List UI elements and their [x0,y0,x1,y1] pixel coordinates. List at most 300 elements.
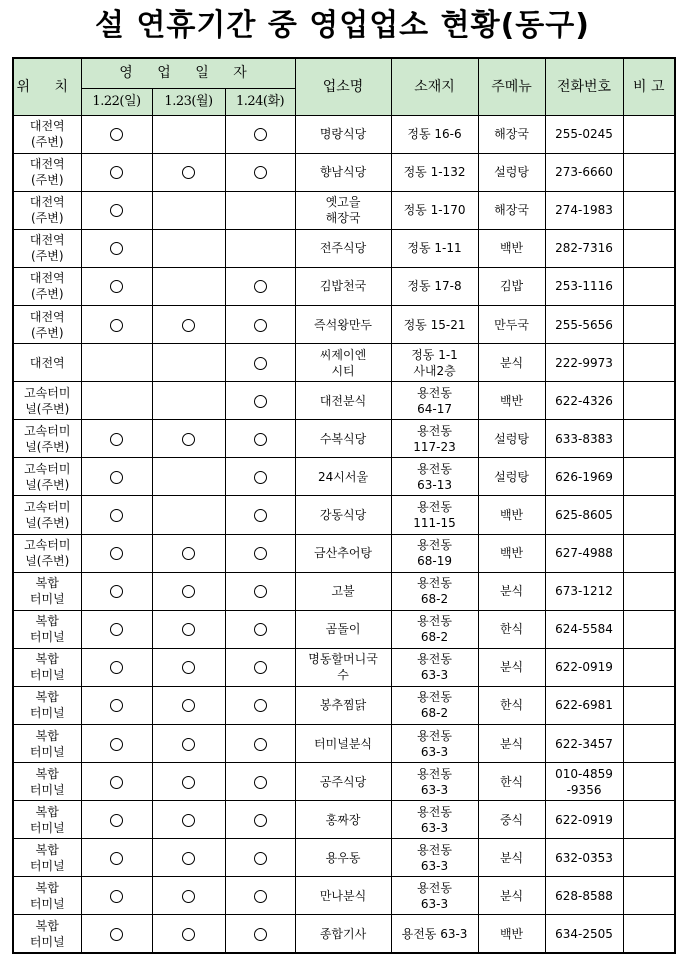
address-cell [391,534,478,572]
table-row [13,686,675,724]
name-cell [295,648,391,686]
address-cell-line: 용전동 [417,728,452,743]
address-cell-line: 용전동 [417,423,452,438]
open-day-cell-2 [152,534,225,572]
open-day-cell-2 [152,267,225,305]
open-day-cell-3 [225,153,295,191]
open-day-cell-3 [225,648,295,686]
location-cell-line: 복합 [35,652,59,667]
table-row [13,877,675,915]
table-row [13,496,675,534]
address-cell-line: 정동 1-1 [411,347,458,362]
note-cell [623,610,675,648]
address-cell [391,267,478,305]
name-cell [295,725,391,763]
address-cell-line: 용전동 [417,385,452,400]
name-cell [295,915,391,953]
open-day-cell-2 [152,153,225,191]
note-cell [623,801,675,839]
table-row [13,763,675,801]
location-cell-line: 고속터미 [24,499,71,514]
open-day-cell-1 [81,496,152,534]
open-day-cell-3 [225,801,295,839]
open-day-cell-2 [152,648,225,686]
note-cell [623,496,675,534]
address-cell-line: 68-2 [420,706,449,721]
name-cell-line: 시티 [331,363,355,378]
open-circle-icon [110,585,123,598]
open-day-cell-1 [81,344,152,382]
open-circle-icon [110,776,123,789]
open-day-cell-3 [225,496,295,534]
open-circle-icon [182,699,195,712]
name-cell [295,801,391,839]
name-cell [295,191,391,229]
phone-cell-line: 622-4326 [555,393,613,408]
location-cell [13,610,81,648]
open-day-cell-2 [152,229,225,267]
phone-cell-line: 632-0353 [555,850,613,865]
phone-cell-line: 010-4859 [555,766,613,781]
open-day-cell-1 [81,420,152,458]
open-day-cell-1 [81,267,152,305]
open-circle-icon [254,776,267,789]
open-circle-icon [182,547,195,560]
address-cell-line: 68-19 [417,554,452,569]
note-cell [623,534,675,572]
name-cell-line: 대전분식 [319,393,367,408]
open-day-cell-2 [152,344,225,382]
location-cell [13,458,81,496]
table-row [13,610,675,648]
location-cell-line: 터미널 [29,592,65,607]
address-cell-line: 63-13 [417,477,452,492]
menu-cell: 해장국 [478,115,545,153]
menu-cell: 백반 [478,229,545,267]
open-day-cell-3 [225,725,295,763]
phone-cell-line: 634-2505 [555,926,613,941]
address-cell [391,420,478,458]
location-cell-line: 복합 [35,690,59,705]
menu-cell: 설렁탕 [478,458,545,496]
open-day-cell-2 [152,839,225,877]
open-circle-icon [182,852,195,865]
location-cell-line: 널(주변) [25,401,70,416]
open-circle-icon [254,280,267,293]
address-cell-line: 63-3 [420,820,449,835]
location-cell-line: 복합 [35,804,59,819]
address-cell [391,305,478,343]
phone-cell-line: 622-6981 [555,698,613,713]
address-cell-line: 111-15 [413,515,456,530]
open-day-cell-2 [152,725,225,763]
open-circle-icon [254,928,267,941]
table-row [13,801,675,839]
name-cell-line: 용우동 [325,850,361,865]
address-cell-line: 정동 17-8 [407,279,462,294]
location-cell-line: 터미널 [29,630,65,645]
open-circle-icon [110,890,123,903]
name-cell [295,763,391,801]
phone-cell-line: 625-8605 [555,507,613,522]
open-circle-icon [182,166,195,179]
menu-cell: 백반 [478,496,545,534]
phone-cell [545,344,623,382]
phone-cell-line: 622-0919 [555,812,613,827]
phone-cell-line: 626-1969 [555,469,613,484]
open-day-cell-2 [152,877,225,915]
open-circle-icon [110,699,123,712]
open-day-cell-1 [81,115,152,153]
open-circle-icon [254,433,267,446]
header-address: 소재지 [391,58,478,115]
open-circle-icon [182,776,195,789]
open-day-cell-1 [81,458,152,496]
phone-cell-line: 628-8588 [555,888,613,903]
phone-cell-line: 633-8383 [555,431,613,446]
location-cell [13,877,81,915]
note-cell [623,191,675,229]
open-day-cell-1 [81,572,152,610]
location-cell-line: 널(주변) [25,554,70,569]
name-cell-line: 즉석왕만두 [314,317,373,332]
table-row [13,648,675,686]
note-cell [623,686,675,724]
address-cell [391,801,478,839]
address-cell-line: 용전동 [417,576,452,591]
address-cell [391,725,478,763]
name-cell-line: 해장국 [325,211,361,226]
open-circle-icon [110,471,123,484]
address-cell [391,229,478,267]
name-cell [295,382,391,420]
name-cell-line: 종합기사 [319,926,367,941]
phone-cell [545,572,623,610]
name-cell [295,496,391,534]
location-cell-line: (주변) [30,249,64,264]
open-circle-icon [110,509,123,522]
open-circle-icon [254,661,267,674]
table-row [13,382,675,420]
location-cell [13,305,81,343]
location-cell-line: 터미널 [29,858,65,873]
header-phone: 전화번호 [545,58,623,115]
address-cell-line: 용전동 [417,804,452,819]
address-cell [391,153,478,191]
address-cell-line: 63-3 [420,858,449,873]
phone-cell-line: 273-6660 [555,165,613,180]
phone-cell [545,610,623,648]
open-circle-icon [254,738,267,751]
open-day-cell-1 [81,725,152,763]
address-cell-line: 63-3 [420,782,449,797]
open-day-cell-2 [152,572,225,610]
location-cell-line: 고속터미 [24,538,71,553]
name-cell-line: 옛고을 [325,195,361,210]
open-circle-icon [110,814,123,827]
header-name: 업소명 [295,58,391,115]
address-cell-line: 정동 16-6 [407,127,462,142]
note-cell [623,877,675,915]
menu-cell: 한식 [478,610,545,648]
phone-cell-line: 282-7316 [555,241,613,256]
phone-cell [545,725,623,763]
table-row [13,458,675,496]
address-cell-line: 용전동 63-3 [401,926,468,941]
open-day-cell-1 [81,801,152,839]
table-row [13,267,675,305]
name-cell-line: 24시서울 [318,469,369,484]
name-cell [295,610,391,648]
open-day-cell-2 [152,763,225,801]
name-cell-line: 만나분식 [319,888,367,903]
open-day-cell-3 [225,305,295,343]
address-cell-line: 용전동 [417,499,452,514]
location-cell-line: 널(주변) [25,477,70,492]
location-cell [13,191,81,229]
address-cell-line: 용전동 [417,766,452,781]
location-cell [13,115,81,153]
open-day-cell-1 [81,191,152,229]
location-cell-line: 터미널 [29,820,65,835]
open-day-cell-2 [152,915,225,953]
name-cell-line: 명랑식당 [319,127,367,142]
open-day-cell-2 [152,458,225,496]
open-day-cell-1 [81,229,152,267]
address-cell-line: 정동 1-11 [407,241,462,256]
open-circle-icon [182,319,195,332]
address-cell-line: 63-3 [420,668,449,683]
location-cell-line: 복합 [35,576,59,591]
address-cell-line: 63-3 [420,896,449,911]
location-cell-line: 고속터미 [24,423,71,438]
open-day-cell-1 [81,763,152,801]
open-day-cell-3 [225,610,295,648]
phone-cell-line: 622-0919 [555,660,613,675]
menu-cell: 해장국 [478,191,545,229]
open-circle-icon [254,852,267,865]
open-circle-icon [110,852,123,865]
location-cell [13,648,81,686]
open-day-cell-3 [225,686,295,724]
open-day-cell-3 [225,115,295,153]
name-cell-line: 수복식당 [319,431,367,446]
note-cell [623,305,675,343]
note-cell [623,763,675,801]
address-cell [391,191,478,229]
name-cell [295,572,391,610]
name-cell-line: 금산추어탕 [314,546,373,561]
location-cell-line: 터미널 [29,744,65,759]
location-cell-line: 대전역 [29,355,65,370]
location-cell [13,839,81,877]
open-day-cell-2 [152,610,225,648]
name-cell-line: 전주식당 [319,241,367,256]
open-circle-icon [110,204,123,217]
location-cell-line: 복합 [35,918,59,933]
location-cell-line: 복합 [35,842,59,857]
note-cell [623,839,675,877]
address-cell [391,496,478,534]
phone-cell [545,496,623,534]
open-circle-icon [254,395,267,408]
menu-cell: 분식 [478,648,545,686]
location-cell-line: 터미널 [29,782,65,797]
location-cell-line: 고속터미 [24,385,71,400]
open-circle-icon [182,623,195,636]
table-row [13,725,675,763]
open-day-cell-2 [152,305,225,343]
open-day-cell-2 [152,115,225,153]
name-cell [295,267,391,305]
location-cell-line: 복합 [35,614,59,629]
phone-cell-line: 253-1116 [555,279,613,294]
address-cell [391,686,478,724]
page-title: 설 연휴기간 중 영업업소 현황(동구) [95,8,590,43]
location-cell-line: 대전역 [29,271,65,286]
phone-cell-line: 624-5584 [555,622,613,637]
header-note: 비 고 [623,58,675,115]
note-cell [623,572,675,610]
location-cell [13,572,81,610]
open-day-cell-3 [225,763,295,801]
phone-cell-line: 274-1983 [555,203,613,218]
location-cell [13,267,81,305]
name-cell-line: 향남식당 [319,165,367,180]
header-menu: 주메뉴 [478,58,545,115]
menu-cell: 분식 [478,572,545,610]
location-cell-line: 대전역 [29,195,65,210]
open-circle-icon [182,890,195,903]
table-row [13,191,675,229]
menu-cell: 중식 [478,801,545,839]
location-cell [13,344,81,382]
phone-cell [545,839,623,877]
table-row [13,420,675,458]
name-cell [295,344,391,382]
location-cell-line: (주변) [30,135,64,150]
name-cell-line: 봉추찜닭 [319,698,367,713]
name-cell-line: 명동할머니국 [308,652,378,667]
location-cell [13,725,81,763]
menu-cell: 백반 [478,534,545,572]
location-cell [13,534,81,572]
location-cell-line: 터미널 [29,934,65,949]
open-day-cell-3 [225,915,295,953]
menu-cell: 백반 [478,915,545,953]
phone-cell [545,420,623,458]
open-circle-icon [254,166,267,179]
open-circle-icon [254,890,267,903]
location-cell-line: 대전역 [29,233,65,248]
name-cell-line: 홍짜장 [325,812,361,827]
menu-cell: 분식 [478,344,545,382]
location-cell-line: 복합 [35,766,59,781]
open-day-cell-3 [225,267,295,305]
open-circle-icon [254,623,267,636]
phone-cell [545,915,623,953]
location-cell [13,420,81,458]
name-cell [295,458,391,496]
address-cell-line: 63-3 [420,744,449,759]
name-cell [295,686,391,724]
open-day-cell-1 [81,153,152,191]
name-cell-line: 수 [337,668,349,683]
open-day-cell-2 [152,686,225,724]
open-circle-icon [182,433,195,446]
menu-cell: 김밥 [478,267,545,305]
note-cell [623,382,675,420]
menu-cell: 한식 [478,686,545,724]
name-cell [295,877,391,915]
location-cell-line: 널(주변) [25,515,70,530]
open-circle-icon [110,319,123,332]
phone-cell [545,267,623,305]
table-row [13,344,675,382]
phone-cell-line: 622-3457 [555,736,613,751]
location-cell-line: 복합 [35,880,59,895]
name-cell [295,839,391,877]
open-day-cell-1 [81,382,152,420]
note-cell [623,229,675,267]
name-cell [295,229,391,267]
address-cell-line: 용전동 [417,614,452,629]
open-circle-icon [254,547,267,560]
open-circle-icon [254,471,267,484]
open-circle-icon [254,814,267,827]
menu-cell: 설렁탕 [478,153,545,191]
table-row [13,534,675,572]
menu-cell: 백반 [478,382,545,420]
phone-cell [545,534,623,572]
location-cell [13,763,81,801]
open-day-cell-3 [225,382,295,420]
open-day-cell-1 [81,648,152,686]
phone-cell-line: 255-0245 [555,127,613,142]
phone-cell-line: 673-1212 [555,584,613,599]
phone-cell [545,458,623,496]
name-cell-line: 곰돌이 [325,622,361,637]
name-cell-line: 공주식당 [319,774,367,789]
location-cell-line: 터미널 [29,896,65,911]
address-cell [391,344,478,382]
header-date-3: 1.24(화) [225,88,295,115]
phone-cell [545,763,623,801]
location-cell-line: 터미널 [29,668,65,683]
header-business-days: 영 업 일 자 [81,58,295,88]
name-cell [295,305,391,343]
address-cell [391,648,478,686]
open-circle-icon [110,738,123,751]
note-cell [623,648,675,686]
name-cell [295,115,391,153]
open-day-cell-3 [225,191,295,229]
open-day-cell-1 [81,877,152,915]
open-day-cell-3 [225,420,295,458]
note-cell [623,915,675,953]
open-day-cell-2 [152,420,225,458]
address-cell-line: 68-2 [420,630,449,645]
open-day-cell-1 [81,305,152,343]
open-circle-icon [254,319,267,332]
address-cell [391,115,478,153]
address-cell-line: 정동 1-132 [403,165,466,180]
open-day-cell-2 [152,801,225,839]
open-circle-icon [110,166,123,179]
table-row [13,229,675,267]
location-cell-line: 터미널 [29,706,65,721]
open-circle-icon [110,280,123,293]
